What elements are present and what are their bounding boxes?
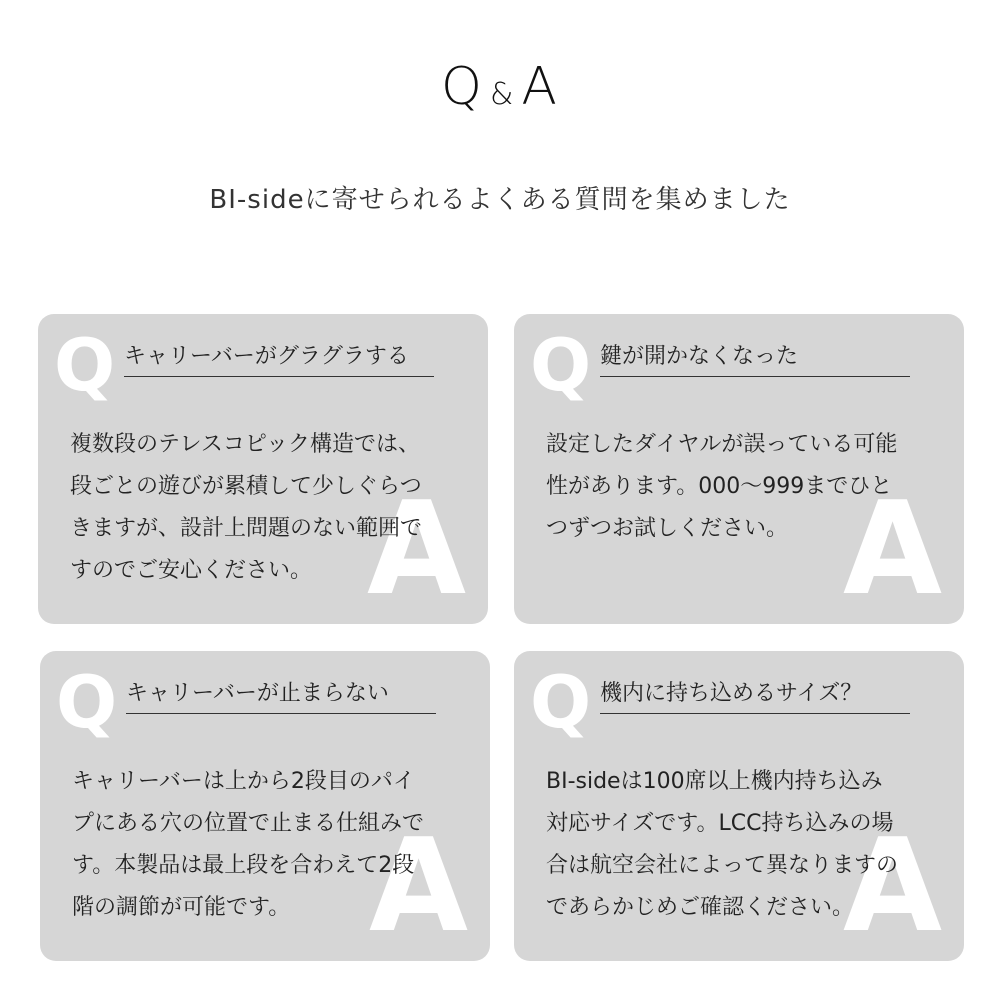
faq-question: 鍵が開かなくなった [600, 340, 910, 377]
faq-answer-line: 合は航空会社によって異なりますの [546, 853, 899, 878]
faq-question: キャリーバーがグラグラする [124, 340, 434, 377]
faq-answer-line: す。本製品は最上段を合わえて2段 [72, 853, 415, 878]
faq-answer-line: キャリーバーは上から2段目のパイ [72, 769, 415, 794]
faq-card-carry-on-size [514, 651, 964, 961]
faq-answer-line: 性があります。000〜999までひと [546, 474, 893, 499]
faq-answer-line: 段ごとの遊びが累積して少しぐらつ [70, 474, 422, 499]
page-title [0, 52, 1000, 130]
faq-card-carry-bar-wobble [38, 314, 488, 624]
q-mark-icon: Q [56, 660, 118, 744]
faq-answer-line: つずつお試しください。 [546, 516, 789, 541]
q-mark-icon: Q [530, 323, 592, 407]
title-ampersand: & [489, 77, 516, 112]
q-mark-icon: Q [530, 660, 592, 744]
faq-answer [72, 761, 464, 929]
faq-answer-line: きますが、設計上問題のない範囲で [70, 516, 423, 541]
faq-answer-line: すのでご安心ください。 [70, 558, 313, 583]
a-mark-icon: A [368, 812, 468, 961]
faq-answer-line: 階の調節が可能です。 [72, 895, 291, 920]
faq-answer-line: BI-sideは100席以上機内持ち込み [546, 769, 883, 794]
faq-answer [70, 424, 462, 592]
faq-answer [546, 761, 938, 929]
faq-answer-line: 設定したダイヤルが誤っている可能 [546, 432, 898, 457]
page-subtitle: BI-sideに寄せられるよくある質問を集めました [209, 185, 791, 215]
a-mark-icon: A [842, 812, 942, 961]
q-mark-icon: Q [54, 323, 116, 407]
faq-answer [546, 424, 938, 550]
faq-card-carry-bar-wont-stop [40, 651, 490, 961]
a-mark-icon: A [842, 475, 942, 624]
faq-answer-line: プにある穴の位置で止まる仕組みで [72, 811, 425, 836]
faq-answer-line: 複数段のテレスコピック構造では、 [70, 432, 421, 457]
title-a: A [521, 57, 559, 117]
faq-card-lock-wont-open [514, 314, 964, 624]
a-mark-icon: A [366, 475, 466, 624]
faq-answer-line: であらかじめご確認ください。 [546, 895, 855, 920]
title-q: Q [441, 57, 484, 117]
faq-answer-line: 対応サイズです。LCC持ち込みの場 [546, 811, 894, 836]
faq-question: 機内に持ち込めるサイズ？ [600, 677, 910, 714]
faq-question: キャリーバーが止まらない [126, 677, 436, 714]
